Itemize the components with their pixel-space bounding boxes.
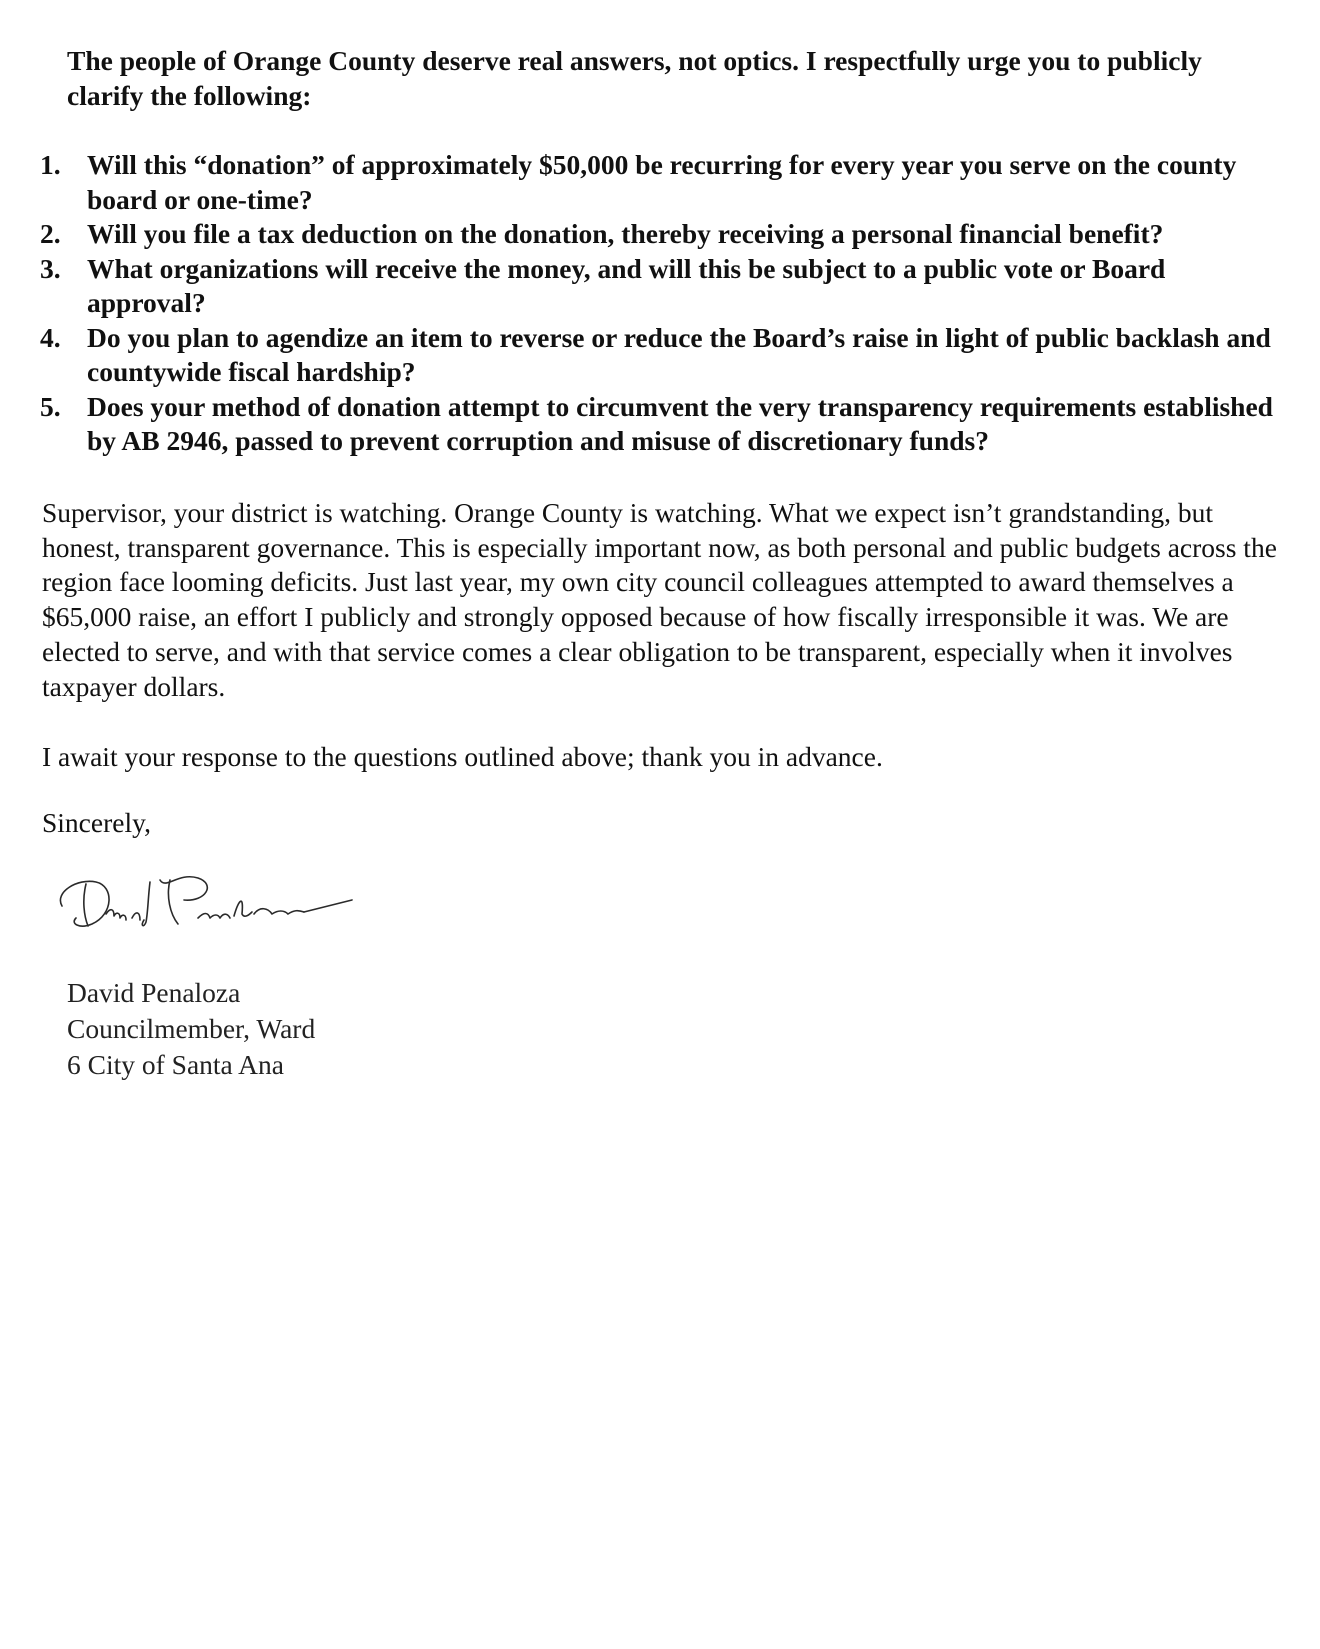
- handwritten-signature: [48, 862, 358, 942]
- list-item-number: 5.: [40, 390, 61, 422]
- list-item-number: 2.: [40, 218, 61, 249]
- list-item-number: 4.: [40, 321, 61, 353]
- list-item: [40, 217, 1290, 252]
- list-item-text: Will this “donation” of approximately $50,000 be recurring for every year you serve on the county board or one-time?: [87, 149, 1237, 215]
- signer-name: David Penaloza: [67, 977, 241, 1008]
- body-paragraph: Supervisor, your district is watching. Orange County is watching. What we expect isn’t grandstanding, but honest, transparent governance. This is especially important now, as both personal and public budgets across the region face looming deficits. Just last year, my own city council colleagues attempted to award themselves a $65,000 raise, an effort I publicly and strongly opposed because of how fiscally irresponsible it was. We are elected to serve, and with that service comes a clear obligation to be transparent, especially when it involves taxpayer dollars.: [42, 497, 1277, 702]
- list-item-number: 3.: [40, 252, 61, 284]
- list-item: [40, 252, 1290, 321]
- list-item-number: 1.: [40, 149, 61, 180]
- signer-city: 6 City of Santa Ana: [67, 1049, 284, 1080]
- closing-line: I await your response to the questions outlined above; thank you in advance.: [42, 741, 883, 772]
- list-item-text: What organizations will receive the money, and will this be subject to a public vote or Board approval?: [87, 252, 1166, 318]
- list-item-text: Will you file a tax deduction on the donation, thereby receiving a personal financial benefit?: [87, 218, 1164, 249]
- signature-block: [67, 975, 315, 1083]
- list-item-text: Do you plan to agendize an item to reverse or reduce the Board’s raise in light of public backlash and countywide fiscal hardship?: [87, 321, 1271, 387]
- intro-paragraph: The people of Orange County deserve real answers, not optics. I respectfully urge you to publicly clarify the following:: [67, 45, 1202, 111]
- signoff: Sincerely,: [42, 807, 151, 838]
- list-item: [40, 390, 1290, 459]
- list-item-text: Does your method of donation attempt to circumvent the very transparency requirements established by AB 2946, passed to prevent corruption and misuse of discretionary funds?: [87, 390, 1273, 456]
- list-item: [40, 321, 1290, 390]
- questions-list: [40, 148, 1290, 459]
- signer-title: Councilmember, Ward: [67, 1013, 316, 1044]
- list-item: [40, 148, 1290, 217]
